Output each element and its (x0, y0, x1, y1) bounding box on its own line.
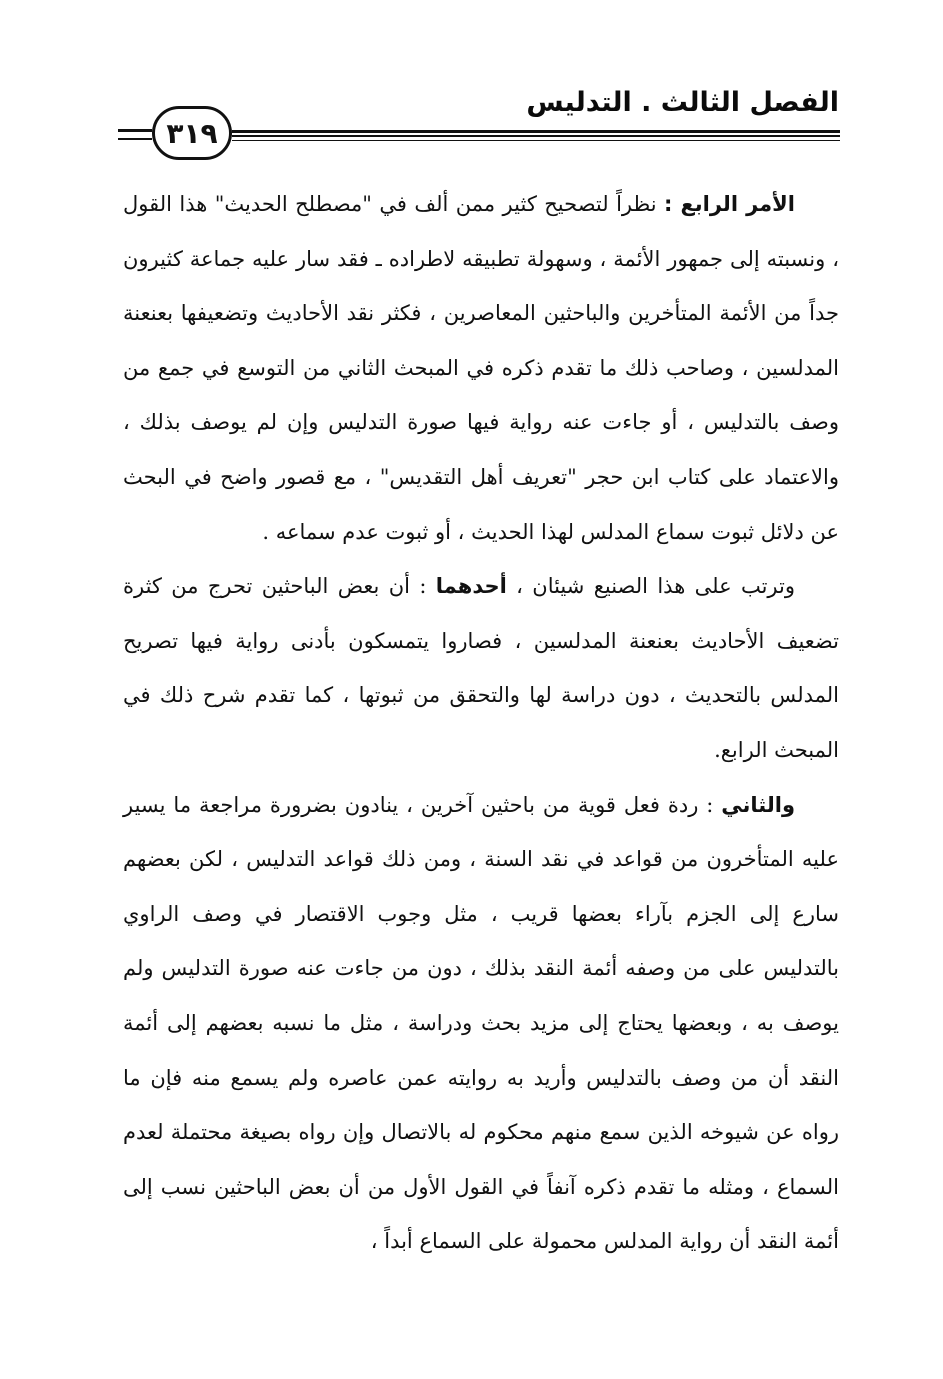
paragraph-2-before: وترتب على هذا الصنيع شيئان ، (506, 574, 796, 599)
header-rule (232, 130, 840, 141)
paragraph-3-text: : ردة فعل قوية من باحثين آخرين ، ينادون بضرورة مراجعة ما يسير عليه المتأخرون من قواعد في نقد السنة ، ومن ذلك قواعد التدليس ، لكن بعضهم سارع إلى الجزم بآراء بعضها قريب ، مثل وجوب الاقتصار في وصف الراوي بالتدليس على من وصفه أئمة النقد بذلك ، دون من جاءت عنه صورة التدليس ولم يوصف به ، وبعضها يحتاج إلى مزيد بحث ودراسة ، مثل ما نسبه بعضهم إلى أئمة النقد أن من وصف بالتدليس وأريد به روايته عمن عاصره ولم يسمع منه فإن ما رواه عن شيوخه الذين سمع منهم محكوم له بالاتصال وإن رواه بصيغة محتملة لعدم السماع ، ومثله ما تقدم ذكره آنفاً في القول الأول من أن بعض الباحثين نسب إلى أئمة النقد أن رواية المدلس محمولة على السماع أبداً ، (123, 792, 839, 1254)
paragraph-3-lead: والثاني (721, 792, 795, 817)
paragraph-1 (123, 177, 839, 559)
paragraph-1-text: نظراً لتصحيح كثير ممن ألف في "مصطلح الحديث" هذا القول ، ونسبته إلى جمهور الأئمة ، وسهولة تطبيقه لاطراده ـ فقد سار عليه جماعة كثيرون جداً من الأئمة المتأخرين والباحثين المعاصرين ، فكثر نقد الأحاديث وتضعيفها بعنعنة المدلسين ، وصاحب ذلك ما تقدم ذكره في المبحث الثاني من التوسع في جمع من وصف بالتدليس ، أو جاءت عنه رواية فيها صورة التدليس وإن لم يوصف بذلك ، والاعتماد على كتاب ابن حجر "تعريف أهل التقديس" ، مع قصور واضح في البحث عن دلائل ثبوت سماع المدلس لهذا الحديث ، أو ثبوت عدم سماعه . (123, 192, 839, 544)
paragraph-2-bold: أحدهما (435, 574, 507, 599)
chapter-title: الفصل الثالث . التدليس (526, 87, 839, 118)
page-number: ٣١٩ (152, 106, 232, 160)
paragraph-3 (123, 778, 839, 1269)
paragraph-1-lead: الأمر الرابع : (663, 192, 795, 216)
body-text (123, 177, 839, 1269)
paragraph-2-after: : أن بعض الباحثين تحرج من كثرة تضعيف الأحاديث بعنعنة المدلسين ، فصاروا يتمسكون بأدنى رواية فيها تصريح المدلس بالتحديث ، دون دراسة لها والتحقق من ثبوتها ، كما تقدم شرح ذلك في المبحث الرابع. (123, 574, 839, 762)
paragraph-2 (123, 559, 839, 777)
header-rule-left (118, 129, 152, 140)
